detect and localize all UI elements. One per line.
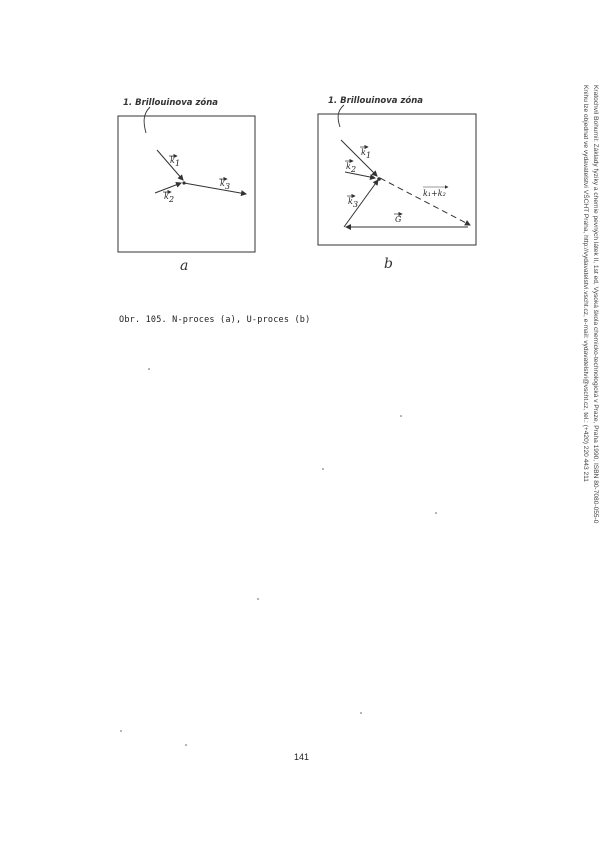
figure-b-sublabel: b [384,256,393,272]
scan-speck [435,512,437,514]
figure-b-k1-label: k [361,148,366,157]
figure-a-leader-line [144,107,150,133]
figure-a-k3-sub: 3 [225,182,231,191]
scan-speck [400,415,402,417]
figure-b-sum-label: k₁+k₂ [423,189,446,198]
figure-a-sublabel: a [180,258,189,274]
scan-speck [185,744,187,746]
figure-b-k2-sub: 2 [351,165,357,174]
figure-b-leader-line [338,105,344,127]
figure-b-zone-label: 1. Brillouinova zóna [328,96,424,106]
figure-a-k1-sub: 1 [175,159,181,168]
figure-b-g-label: G [395,215,402,224]
side-citation-line-1: Kratochvíl Bohumil: Základy fyziky a chemie pevných látek II, 1st ed, Vysoká škola chemicko-technologická v Praze, Praha 1990, ISBN 80-7080-055-0 [592,85,599,524]
scan-speck [148,368,150,370]
figure-a-diagram [118,107,255,252]
figure-b-node [377,177,381,181]
scan-speck [120,730,122,732]
figure-a-k2-sub: 2 [169,195,175,204]
figure-caption: Obr. 105. N-proces (a), U-proces (b) [119,315,311,325]
figure-a-k3-line [184,183,246,194]
figure-b-zone-box [318,114,476,245]
figure-a-k2-label: k [164,192,169,201]
figure-b-k3-label: k [348,197,353,206]
side-citation-line-2: Knihu lze objednat ve vydavatelství VŠCHT Praha, http://vydavatelstvi.vscht.cz, e-mail: vydavatelstvi@vscht.cz, tel.: (+420) 220 443 211 [582,85,590,482]
figure-b-k2-label: k [346,162,351,171]
scan-speck [322,468,324,470]
page-number: 141 [294,752,310,762]
scan-speck [257,598,259,600]
figure-b-k3-sub: 3 [353,200,359,209]
figure-a-k1-label: k [170,156,175,165]
figure-b-sum-line [380,178,470,225]
figure-a-k3-label: k [220,179,225,188]
figure-a-node [182,181,185,184]
figure-a-zone-box [118,116,255,252]
figure-b-k2-line [345,172,375,178]
figure-a-zone-label: 1. Brillouinova zóna [123,98,219,108]
figure-b-k1-sub: 1 [366,151,372,160]
side-citation [572,85,600,645]
scan-speck [360,712,362,714]
figure-b-diagram [318,105,476,245]
